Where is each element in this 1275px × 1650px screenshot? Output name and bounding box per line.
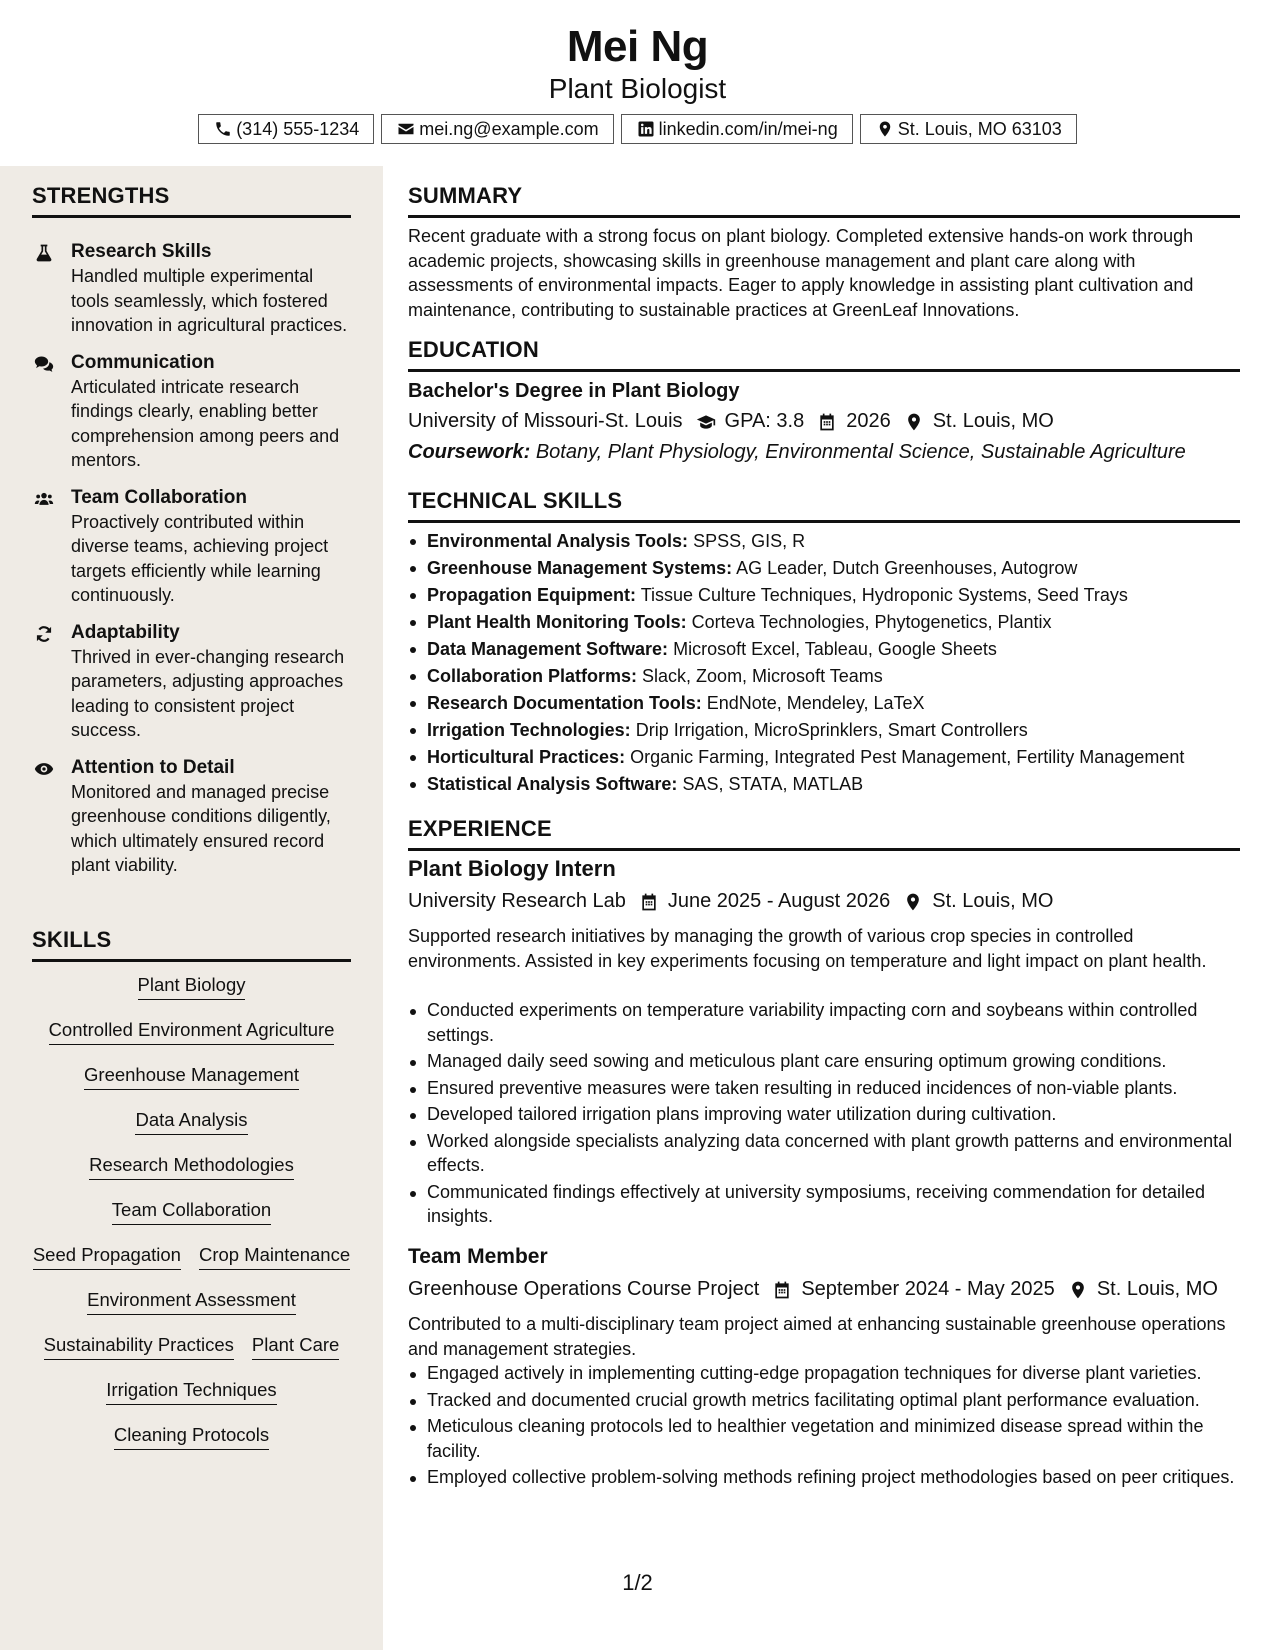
graduation-cap-icon [695,411,717,433]
job-bullet: Meticulous cleaning protocols led to healthier vegetation and minimized disease spread within the facility. [408,1414,1240,1463]
skills-list [32,974,351,1450]
tech-skill-item [408,744,1240,771]
skill-tag: Environment Assessment [87,1289,296,1315]
job-location: St. Louis, MO [1096,1278,1218,1300]
contact-phone-text: (314) 555-1234 [236,118,360,139]
job-bullet: Engaged actively in implementing cutting-edge propagation techniques for diverse plant varieties. [408,1361,1240,1386]
strength-desc: Handled multiple experimental tools seamlessly, which fostered innovation in agricultural practices. [71,266,348,335]
job-title: Team Member [408,1245,548,1268]
sync-icon [32,623,56,645]
tech-skill-label: Horticultural Practices: [427,747,626,767]
skill-tag: Cleaning Protocols [114,1424,269,1450]
tech-skill-label: Greenhouse Management Systems: [427,558,733,578]
job-bullet: Employed collective problem-solving methods refining project methodologies based on peer critiques. [408,1465,1240,1490]
tech-skill-label: Research Documentation Tools: [427,693,702,713]
tech-skill-value: Slack, Zoom, Microsoft Teams [642,666,883,686]
job-dates: June 2025 - August 2026 [667,890,891,912]
skill-tag: Greenhouse Management [84,1064,299,1090]
tech-skill-label: Collaboration Platforms: [427,666,638,686]
job-org: University Research Lab [408,890,626,912]
tech-skill-item [408,771,1240,798]
tech-skill-item [408,636,1240,663]
contact-location[interactable] [860,114,1077,144]
phone-icon [213,119,233,139]
gpa-text: GPA: 3.8 [724,410,805,432]
strength-title: Research Skills [71,241,212,262]
skill-tag: Plant Care [252,1334,339,1360]
strength-item [32,240,352,338]
tech-skill-item [408,528,1240,555]
technical-skills-list [408,528,1240,798]
skill-tag: Controlled Environment Agriculture [49,1019,335,1045]
coursework [408,441,1186,464]
tech-skill-value: AG Leader, Dutch Greenhouses, Autogrow [736,558,1078,578]
skill-tag: Plant Biology [138,974,246,1000]
summary-heading: SUMMARY [408,183,1240,218]
eye-icon [32,758,56,780]
coursework-label: Coursework: [408,441,531,463]
skill-tag: Irrigation Techniques [106,1379,276,1405]
tech-skill-label: Irrigation Technologies: [427,720,631,740]
linkedin-icon [636,119,656,139]
contact-bar [0,114,1275,144]
calendar-icon [816,411,838,433]
map-pin-icon [875,119,895,139]
job-bullet: Conducted experiments on temperature variability impacting corn and soybeans within controlled settings. [408,998,1240,1047]
contact-email-text: mei.ng@example.com [419,118,599,139]
tech-skill-label: Statistical Analysis Software: [427,774,678,794]
strength-item [32,351,352,473]
tech-skill-value: Drip Irrigation, MicroSprinklers, Smart Controllers [635,720,1028,740]
tech-skill-item [408,609,1240,636]
contact-location-text: St. Louis, MO 63103 [897,118,1062,139]
contact-linkedin[interactable] [621,114,853,144]
job-bullet: Developed tailored irrigation plans improving water utilization during cultivation. [408,1102,1240,1127]
job-title: Plant Biology Intern [408,856,616,881]
strength-desc: Monitored and managed precise greenhouse conditions diligently, which ultimately ensured record plant viability. [71,781,331,875]
job-location: St. Louis, MO [932,890,1054,912]
candidate-title: Plant Biologist [548,73,727,104]
skill-tag: Research Methodologies [89,1154,294,1180]
tech-skill-value: Corteva Technologies, Phytogenetics, Plantix [691,612,1052,632]
flask-icon [32,242,56,264]
strength-title: Adaptability [71,621,180,643]
job-org: Greenhouse Operations Course Project [408,1278,760,1300]
tech-skill-label: Data Management Software: [427,639,669,659]
graduation-year: 2026 [846,410,891,432]
tech-skill-item [408,717,1240,744]
technical-skills-heading: TECHNICAL SKILLS [408,488,1240,523]
page-number: 1/2 [622,1570,653,1595]
degree-title: Bachelor's Degree in Plant Biology [408,380,740,402]
job-bullet: Worked alongside specialists analyzing data concerned with plant growth patterns and environmental effects. [408,1129,1240,1178]
job-bullet: Managed daily seed sowing and meticulous plant care ensuring optimum growing conditions. [408,1049,1240,1074]
job-description: Supported research initiatives by managing the growth of various crop species in controlled environments. Assisted in key experiments focusing on temperature and light impact on plant health. [408,926,1207,971]
tech-skill-value: EndNote, Mendeley, LaTeX [706,693,925,713]
strength-desc: Proactively contributed within diverse teams, achieving project targets efficiently while learning continuously. [71,511,329,605]
job-bullet: Communicated findings effectively at university symposiums, receiving commendation for detailed insights. [408,1180,1240,1229]
comments-icon [32,353,56,375]
coursework-list: Botany, Plant Physiology, Environmental Science, Sustainable Agriculture [535,441,1186,463]
strength-title: Team Collaboration [71,486,247,508]
strengths-heading: STRENGTHS [32,183,351,218]
skill-tag: Crop Maintenance [199,1244,350,1270]
job-bullets [408,998,1240,1231]
tech-skill-item [408,690,1240,717]
envelope-icon [396,119,416,139]
job-dates: September 2024 - May 2025 [801,1278,1055,1300]
education-heading: EDUCATION [408,337,1240,372]
strength-title: Communication [71,351,215,373]
education-meta [408,410,1054,433]
calendar-icon [771,1279,793,1301]
skill-tag: Sustainability Practices [44,1334,234,1360]
tech-skill-item [408,555,1240,582]
map-pin-icon [1067,1279,1089,1301]
contact-linkedin-text: linkedin.com/in/mei-ng [658,118,838,139]
tech-skill-value: Tissue Culture Techniques, Hydroponic Systems, Seed Trays [640,585,1128,605]
strength-title: Attention to Detail [71,756,235,778]
tech-skill-item [408,663,1240,690]
job-bullet: Tracked and documented crucial growth metrics facilitating optimal plant performance evaluation. [408,1388,1240,1413]
strengths-list [32,240,352,891]
school-location: St. Louis, MO [932,410,1054,432]
skill-tag: Seed Propagation [33,1244,181,1270]
strength-item [32,621,352,743]
strength-item [32,756,352,878]
job-description: Contributed to a multi-disciplinary team project aimed at enhancing sustainable greenhouse operations and management strategies. [408,1314,1226,1359]
skills-heading: SKILLS [32,927,351,962]
job-bullets [408,1361,1240,1492]
tech-skill-label: Environmental Analysis Tools: [427,531,689,551]
summary-text: Recent graduate with a strong focus on plant biology. Completed extensive hands-on work through academic projects, showcasing skills in greenhouse management and plant care along with assessments of environmental impacts. Eager to apply knowledge in assisting plant cultivation and maintenance, contributing to sustainable practices at GreenLeaf Innovations. [408,226,1194,320]
calendar-icon [638,891,660,913]
tech-skill-value: SAS, STATA, MATLAB [682,774,864,794]
skill-tag: Data Analysis [135,1109,247,1135]
tech-skill-value: Organic Farming, Integrated Pest Management, Fertility Management [630,747,1185,767]
contact-email[interactable] [381,114,613,144]
school-name: University of Missouri-St. Louis [408,410,683,432]
contact-phone[interactable] [198,114,374,144]
job-meta [408,1278,1218,1301]
tech-skill-label: Plant Health Monitoring Tools: [427,612,687,632]
skill-tag: Team Collaboration [112,1199,271,1225]
job-bullet: Ensured preventive measures were taken resulting in reduced incidences of non-viable plants. [408,1076,1240,1101]
candidate-name: Mei Ng [566,22,709,71]
job-meta [408,890,1053,913]
tech-skill-item [408,582,1240,609]
strength-item [32,486,352,608]
resume-header [0,0,1275,166]
map-pin-icon [903,411,925,433]
users-icon [32,488,56,510]
tech-skill-value: Microsoft Excel, Tableau, Google Sheets [673,639,997,659]
map-pin-icon [902,891,924,913]
strength-desc: Articulated intricate research findings clearly, enabling better comprehension among peers and mentors. [71,376,340,470]
tech-skill-label: Propagation Equipment: [427,585,636,605]
tech-skill-value: SPSS, GIS, R [693,531,806,551]
strength-desc: Thrived in ever-changing research parameters, adjusting approaches leading to consistent project success. [71,646,345,740]
experience-heading: EXPERIENCE [408,816,1240,851]
